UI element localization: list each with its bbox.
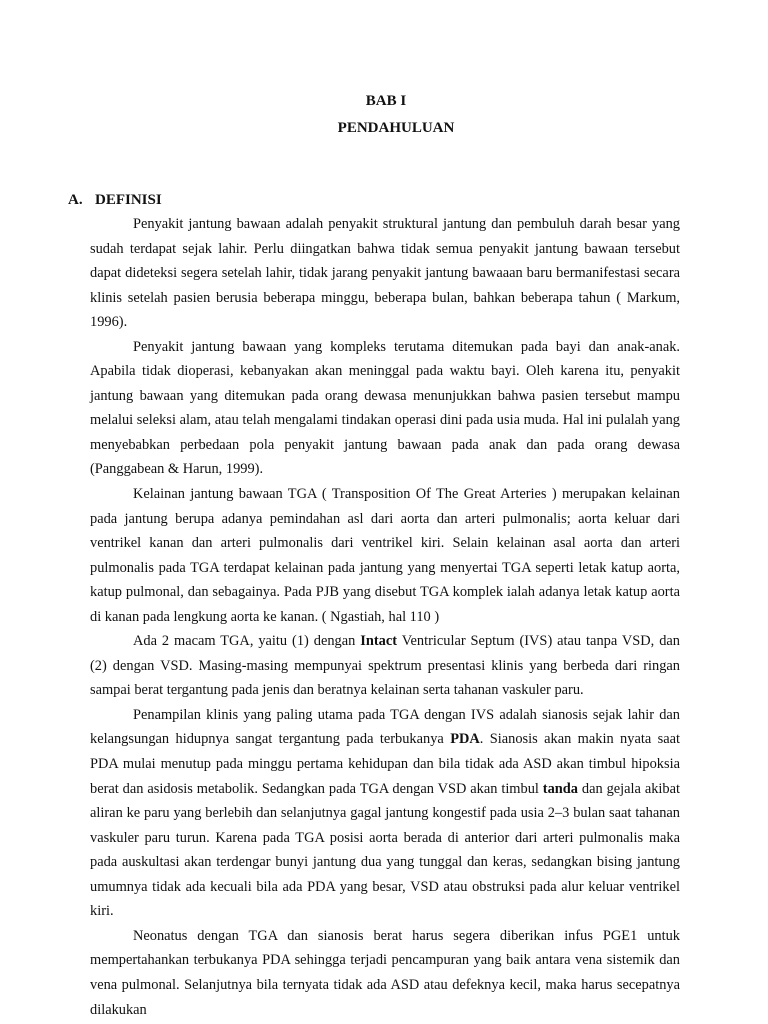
paragraph [90, 335, 680, 482]
paragraph [90, 924, 680, 1022]
bold-term: PDA [450, 731, 480, 748]
paragraph [90, 212, 680, 335]
paragraph [90, 703, 680, 924]
paragraph-text: Kelainan jantung bawaan TGA ( Transposition Of The Great Arteries ) merupakan kelainan pada jantung berupa adanya pemindahan asl dari aorta dan arteri pulmonalis; aorta keluar dari ventrikel kanan dan arteri pulmonalis dari ventrikel kiri. Selain kelainan asal aorta dan arteri pulmonalis pada TGA terdapat kelainan pada jantung yang menyertai TGA seperti letak katup aorta, katup pulmonal, dan sebagainya. Pada PJB yang disebut TGA komplek ialah adanya letak katup aorta di kanan pada lengkung aorta ke kanan. ( Ngastiah, hal 110 ) [90, 486, 680, 625]
paragraph-text: Penyakit jantung bawaan yang kompleks terutama ditemukan pada bayi dan anak-anak. Apabila tidak dioperasi, kebanyakan akan meninggal pada waktu bayi. Oleh karena itu, penyakit jantung bawaan yang ditemukan pada orang dewasa menunjukkan bahwa pasien tersebut mampu melalui seleksi alam, atau telah mengalami tindakan operasi dini pada usia muda. Hal ini pulalah yang menyebabkan perbedaan pola penyakit jantung bawaan pada anak dan pada orang dewasa (Panggabean & Harun, 1999). [90, 338, 680, 478]
chapter-number: BAB I [365, 93, 407, 109]
chapter-title: PENDAHULUAN [337, 120, 455, 136]
paragraph [90, 629, 680, 703]
paragraph-text: Penampilan klinis yang paling utama pada TGA dengan IVS adalah sianosis sejak lahir dan kelangsungan hidupnya sangat tergantung pada terbukanya [90, 706, 680, 748]
paragraph-text: Ada 2 macam TGA, yaitu (1) dengan [133, 633, 361, 650]
section-number: A. [68, 192, 83, 208]
body-text [90, 212, 680, 1022]
section-heading [68, 190, 162, 210]
paragraph-text: Penyakit jantung bawaan adalah penyakit struktural jantung dan pembuluh darah besar yang sudah terdapat sejak lahir. Perlu diingatkan bahwa tidak semua penyakit jantung bawaan tersebut dapat dideteksi segera setelah lahir, tidak jarang penyakit jantung bawaaan baru bermanifestasi secara klinis setelah pasien berusia beberapa minggu, beberapa bulan, bahkan beberapa tahun ( Markum, 1996). [90, 216, 680, 331]
paragraph [90, 482, 680, 629]
paragraph-text: Neonatus dengan TGA dan sianosis berat harus segera diberikan infus PGE1 untuk mempertahankan terbukanya PDA sehingga terjadi pencampuran yang baik antara vena sistemik dan vena pulmonal. Selanjutnya bila ternyata tidak ada ASD atau defeknya kecil, maka harus secepatnya dilakukan [90, 927, 680, 1018]
section-title: DEFINISI [95, 192, 162, 208]
paragraph-text: . Sianosis akan makin nyata saat PDA mulai menutup pada minggu pertama kehidupan dan bila tidak ada ASD akan timbul hipoksia berat dan asidosis metabolik. Sedangkan pada TGA dengan VSD akan timbul [90, 731, 680, 797]
bold-term: tanda [542, 780, 578, 797]
bold-term: Intact [360, 633, 398, 650]
paragraph-text: dan gejala akibat aliran ke paru yang berlebih dan selanjutnya gagal jantung kongestif pada usia 2–3 bulan saat tahanan vaskuler paru turun. Karena pada TGA posisi aorta berada di anterior dari arteri pulmonalis maka pada auskultasi akan terdengar bunyi jantung dua yang tunggal dan keras, sedangkan bising jantung umumnya tidak ada kecuali bila ada PDA yang besar, VSD atau obstruksi pada alur keluar ventrikel kiri. [90, 780, 680, 920]
paragraph-text: Ventricular Septum (IVS) atau tanpa VSD, dan (2) dengan VSD. Masing-masing mempunyai spektrum presentasi klinis yang berbeda dari ringan sampai berat tergantung pada jenis dan beratnya kelainan serta tahanan vaskuler paru. [90, 633, 680, 699]
